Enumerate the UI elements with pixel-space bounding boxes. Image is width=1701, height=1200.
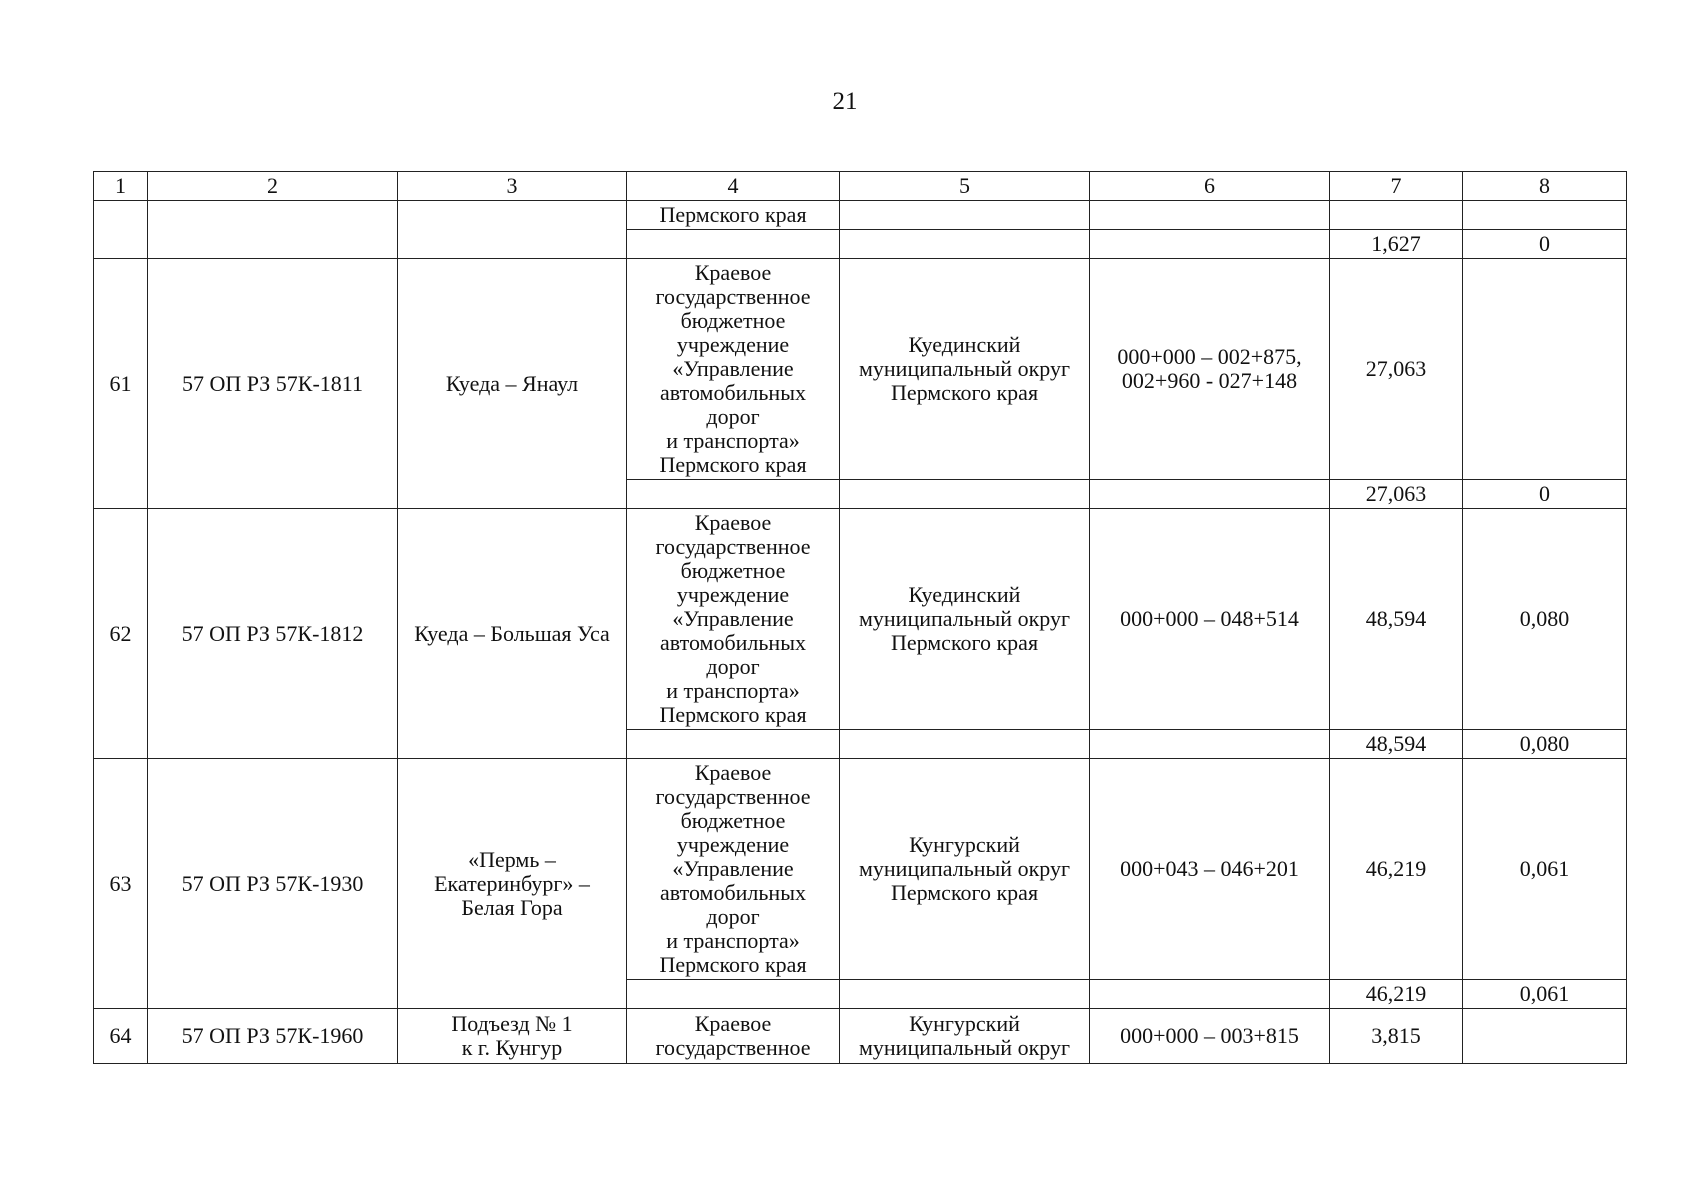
cell-name: [398, 201, 627, 259]
cell-length: 27,063: [1330, 259, 1463, 480]
cell-district: [840, 201, 1090, 230]
cell-other: [1463, 1009, 1627, 1064]
cell-length: 3,815: [1330, 1009, 1463, 1064]
cell-owner: Краевое государственное: [627, 1009, 840, 1064]
subtotal-other: 0,080: [1463, 730, 1627, 759]
cell-num: 64: [94, 1009, 148, 1064]
table-row: [94, 1009, 1627, 1064]
header-cell: 4: [627, 172, 840, 201]
cell-num: 61: [94, 259, 148, 509]
cell-code: 57 ОП РЗ 57К-1930: [148, 759, 398, 1009]
cell-other: [1463, 201, 1627, 230]
cell-owner: Краевое государственное бюджетное учреждение «Управление автомобильных дорог и транспорта» Пермского края: [627, 259, 840, 480]
header-cell: 2: [148, 172, 398, 201]
header-cell: 7: [1330, 172, 1463, 201]
cell-other: 0,061: [1463, 759, 1627, 980]
table-row: [94, 259, 1627, 480]
cell-code: [148, 201, 398, 259]
cell-name: Куеда – Большая Уса: [398, 509, 627, 759]
subtotal-other: 0: [1463, 230, 1627, 259]
subtotal-length: 27,063: [1330, 480, 1463, 509]
subtotal-length: 1,627: [1330, 230, 1463, 259]
cell-name: «Пермь – Екатеринбург» – Белая Гора: [398, 759, 627, 1009]
subtotal-other: 0,061: [1463, 980, 1627, 1009]
subtotal-length: 48,594: [1330, 730, 1463, 759]
cell-km: 000+000 – 003+815: [1090, 1009, 1330, 1064]
cell-num: 62: [94, 509, 148, 759]
roads-table: [93, 171, 1627, 1064]
subtotal-length: 46,219: [1330, 980, 1463, 1009]
cell-num: [94, 201, 148, 259]
cell-name: Куеда – Янаул: [398, 259, 627, 509]
cell-owner: Краевое государственное бюджетное учреждение «Управление автомобильных дорог и транспорта» Пермского края: [627, 759, 840, 980]
cell-name: Подъезд № 1 к г. Кунгур: [398, 1009, 627, 1064]
cell-num: 63: [94, 759, 148, 1009]
cell-district: Кунгурский муниципальный округ: [840, 1009, 1090, 1064]
cell-owner: Пермского края: [627, 201, 840, 230]
header-row: [94, 172, 1627, 201]
cell-code: 57 ОП РЗ 57К-1811: [148, 259, 398, 509]
cell-km: [1090, 201, 1330, 230]
cell-district: Куединский муниципальный округ Пермского края: [840, 509, 1090, 730]
cell-length: 46,219: [1330, 759, 1463, 980]
cell-other: [1463, 259, 1627, 480]
header-cell: 6: [1090, 172, 1330, 201]
cell-other: 0,080: [1463, 509, 1627, 730]
cell-district: Куединский муниципальный округ Пермского края: [840, 259, 1090, 480]
continuation-row: [94, 201, 1627, 230]
header-cell: 8: [1463, 172, 1627, 201]
cell-km: 000+000 – 048+514: [1090, 509, 1330, 730]
cell-code: 57 ОП РЗ 57К-1812: [148, 509, 398, 759]
cell-km: 000+000 – 002+875, 002+960 - 027+148: [1090, 259, 1330, 480]
cell-district: Кунгурский муниципальный округ Пермского края: [840, 759, 1090, 980]
cell-code: 57 ОП РЗ 57К-1960: [148, 1009, 398, 1064]
table-row: [94, 509, 1627, 730]
cell-km: 000+043 – 046+201: [1090, 759, 1330, 980]
header-cell: 3: [398, 172, 627, 201]
header-cell: 5: [840, 172, 1090, 201]
page-number: 21: [832, 88, 858, 115]
table-row: [94, 759, 1627, 980]
cell-length: [1330, 201, 1463, 230]
header-cell: 1: [94, 172, 148, 201]
subtotal-other: 0: [1463, 480, 1627, 509]
cell-length: 48,594: [1330, 509, 1463, 730]
cell-owner: Краевое государственное бюджетное учреждение «Управление автомобильных дорог и транспорта» Пермского края: [627, 509, 840, 730]
